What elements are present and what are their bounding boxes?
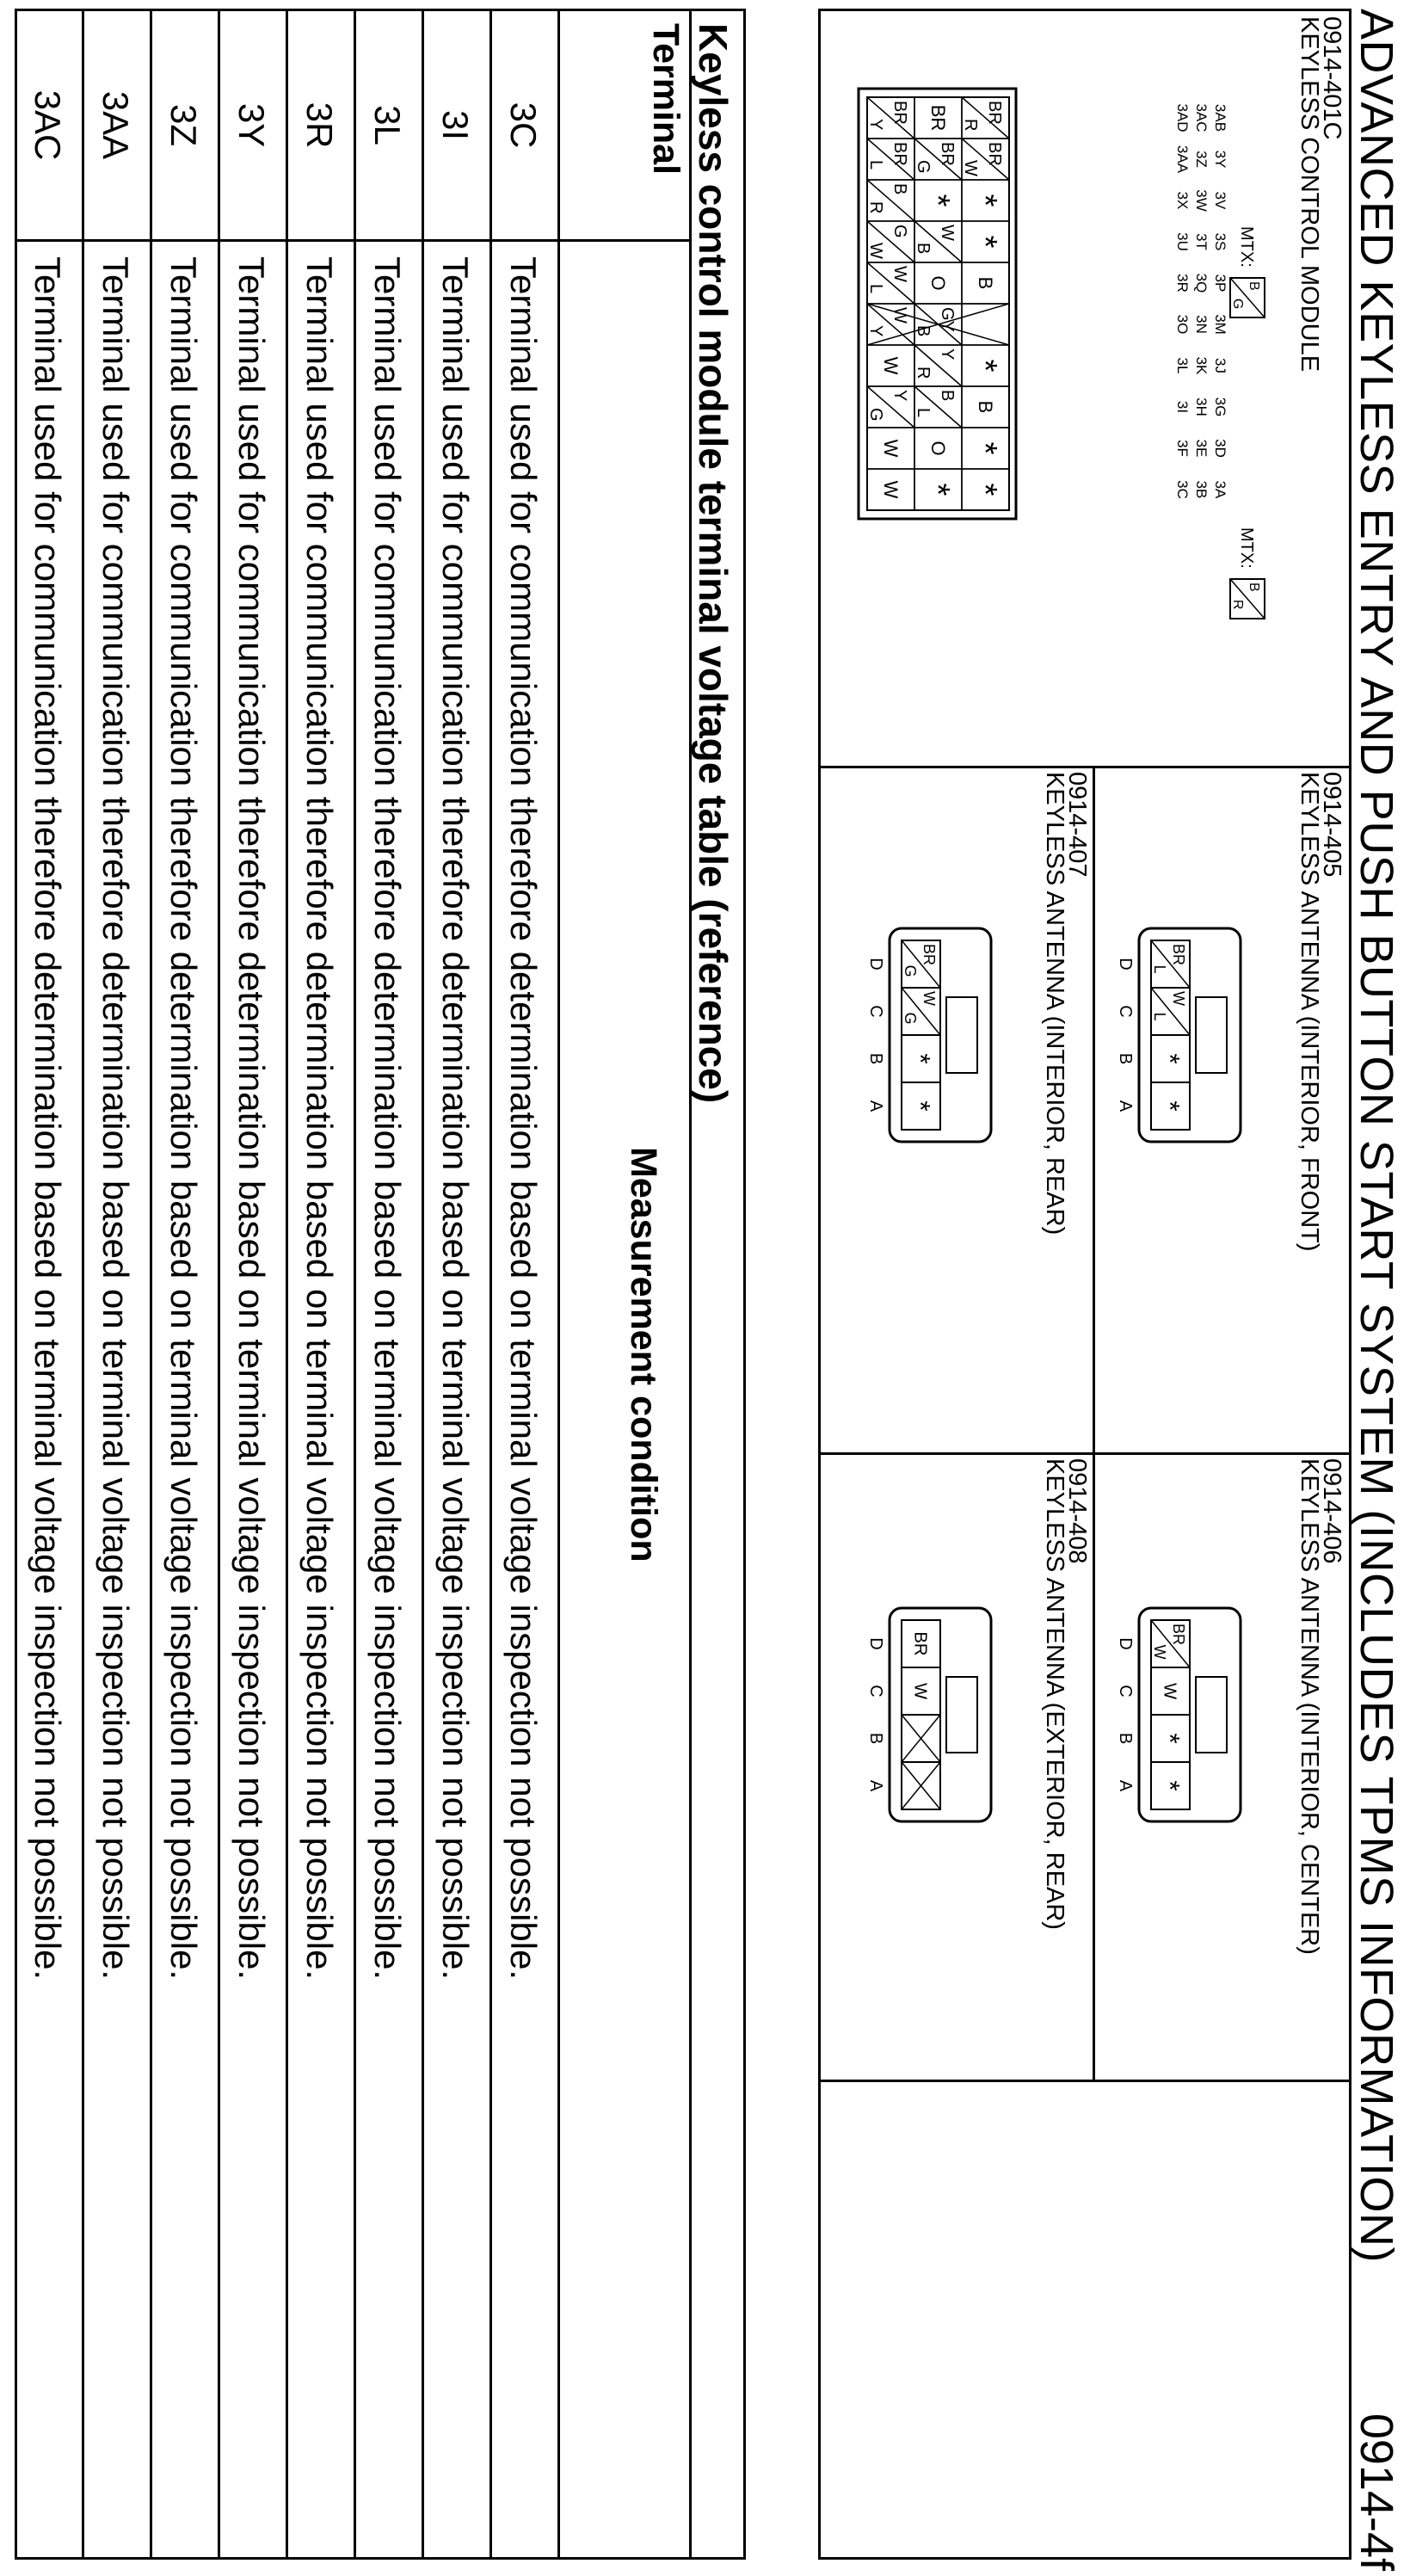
- connector-code: 0914-406: [1318, 1458, 1345, 1564]
- terminal-cell: 3R: [299, 102, 340, 149]
- pin-number: 3M: [1212, 314, 1228, 335]
- pin-cell-color: W: [910, 1682, 930, 1700]
- pin-cell-color: *: [1154, 1100, 1186, 1112]
- mtx-right-color: R: [1230, 599, 1245, 610]
- pin-letter: C: [1116, 1005, 1135, 1018]
- antenna-exterior-rear-connector: [859, 1594, 1005, 1852]
- pin-cell-color: BR: [937, 142, 957, 166]
- pin-number: 3N: [1193, 315, 1210, 334]
- pin-cell-color: *: [966, 441, 1004, 455]
- panel-divider: [821, 1452, 1349, 1455]
- pin-cell-color: GY: [937, 307, 957, 332]
- pin-cell-color: W: [866, 242, 885, 259]
- pin-number: 3Y: [1212, 150, 1228, 169]
- pin-number: 3L: [1174, 357, 1191, 374]
- antenna-front-connector: [1108, 915, 1254, 1173]
- mtx-left-color: B: [1247, 281, 1262, 291]
- pin-cell-color: W: [879, 439, 902, 458]
- pin-letter: A: [866, 1779, 885, 1792]
- connector-code: 0914-407: [1063, 772, 1091, 878]
- table-rule: [689, 11, 692, 2557]
- pin-letter: C: [866, 1005, 885, 1018]
- terminal-cell: 3I: [435, 109, 476, 141]
- table-row: [489, 11, 560, 2557]
- pin-cell-color: BR: [984, 142, 1004, 166]
- pin-cell-color: O: [927, 275, 949, 291]
- pin-cell-color: BR: [984, 101, 1004, 125]
- terminal-cell: 3Z: [163, 103, 204, 146]
- pin-cell-color: G: [890, 225, 909, 238]
- connector-name: KEYLESS ANTENNA (INTERIOR, CENTER): [1296, 1458, 1323, 1955]
- pin-cell-color: R: [961, 118, 980, 132]
- connector-code: 0914-405: [1318, 772, 1345, 878]
- pin-cell-color: BR: [921, 944, 939, 966]
- pin-cell-color: BR: [927, 104, 949, 132]
- pin-number: 3J: [1212, 358, 1228, 373]
- table-row: [286, 11, 356, 2557]
- pin-cell-color: *: [1154, 1733, 1186, 1744]
- mtx-left-color: G: [1230, 298, 1245, 310]
- pin-number: 3T: [1193, 233, 1210, 250]
- terminal-cell: 3AA: [95, 90, 136, 160]
- pin-cell-color: L: [1151, 1012, 1168, 1021]
- panel-divider: [821, 2080, 1349, 2082]
- pin-cell-color: G: [866, 407, 885, 422]
- pin-cell-color: L: [1151, 964, 1168, 974]
- panel-divider: [821, 766, 1349, 768]
- pin-letter: B: [866, 1052, 885, 1065]
- page-number: 0914-4f: [1351, 2413, 1402, 2571]
- pin-letter: A: [1116, 1779, 1135, 1792]
- pin-cell-color: W: [1170, 991, 1188, 1006]
- pin-cell-color: W: [921, 991, 939, 1006]
- connector-panel: [818, 9, 1352, 2560]
- pin-letter: D: [1116, 1637, 1135, 1650]
- panel-divider: [1093, 766, 1095, 2080]
- pin-number: 3G: [1212, 397, 1228, 417]
- pin-cell-color: R: [866, 200, 885, 214]
- pin-cell-color: G: [902, 1012, 919, 1025]
- antenna-center-connector: [1108, 1594, 1254, 1852]
- pin-cell-color: BR: [1170, 1624, 1188, 1646]
- mtx-label: MTX:: [1237, 527, 1256, 569]
- terminal-cell: 3C: [503, 102, 544, 149]
- table-row: [150, 11, 220, 2557]
- pin-cell-color: BR: [890, 101, 909, 125]
- condition-cell: Terminal used for communication therefore determination based on terminal voltage inspection not possible.: [503, 256, 544, 1981]
- pin-number: 3AB: [1212, 103, 1228, 132]
- pin-number: 3H: [1193, 397, 1210, 416]
- pin-cell-color: G: [914, 159, 933, 174]
- pin-number: 3W: [1193, 189, 1210, 212]
- pin-number: 3AD: [1174, 103, 1191, 132]
- pin-cell-color: BR: [1170, 944, 1188, 966]
- condition-cell: Terminal used for communication therefore determination based on terminal voltage inspection not possible.: [163, 256, 204, 1981]
- pin-number: 3O: [1174, 314, 1191, 335]
- pin-letter: C: [1116, 1685, 1135, 1698]
- condition-cell: Terminal used for communication therefore determination based on terminal voltage inspection not possible.: [367, 256, 408, 1981]
- condition-cell: Terminal used for communication therefore determination based on terminal voltage inspection not possible.: [299, 256, 340, 1981]
- pin-number: 3S: [1212, 232, 1228, 251]
- table-row: [14, 11, 84, 2557]
- pin-cell-color: *: [966, 483, 1004, 496]
- pin-cell-color: W: [1151, 1644, 1168, 1660]
- table-row: [82, 11, 152, 2557]
- header-terminal: Terminal: [645, 23, 687, 176]
- pin-cell-color: *: [1154, 1780, 1186, 1791]
- pin-cell-color: Y: [866, 118, 885, 131]
- pin-cavity: [962, 304, 1009, 345]
- condition-cell: Terminal used for communication therefore determination based on terminal voltage inspection not possible.: [95, 256, 136, 1981]
- pin-cell-color: W: [937, 225, 957, 241]
- connector-latch: [946, 1677, 977, 1753]
- connector-name: KEYLESS ANTENNA (EXTERIOR, REAR): [1041, 1458, 1068, 1930]
- terminal-cell: 3AC: [28, 89, 68, 161]
- pin-number: 3P: [1212, 274, 1228, 293]
- pin-number: 3K: [1193, 356, 1210, 375]
- connector-name: KEYLESS ANTENNA (INTERIOR, REAR): [1041, 772, 1068, 1236]
- pin-number: 3Z: [1193, 151, 1210, 168]
- pin-letter: D: [866, 1637, 885, 1650]
- connector-latch: [1196, 997, 1227, 1073]
- pin-cell-color: B: [914, 324, 933, 337]
- table-row: [354, 11, 424, 2557]
- pin-cell-color: B: [974, 276, 996, 290]
- pin-number: 3AC: [1193, 103, 1210, 132]
- pin-cell-color: G: [902, 964, 919, 977]
- pin-number: 3E: [1193, 439, 1210, 458]
- connector-latch: [946, 997, 977, 1073]
- table-title: Keyless control module terminal voltage table (reference): [691, 23, 736, 1104]
- table-row: [422, 11, 492, 2557]
- pin-number: 3I: [1174, 400, 1191, 414]
- antenna-interior-rear-connector: [859, 915, 1005, 1173]
- condition-cell: Terminal used for communication therefore determination based on terminal voltage inspection not possible.: [231, 256, 272, 1981]
- terminal-cell: 3Y: [231, 102, 272, 148]
- connector-name: KEYLESS CONTROL MODULE: [1296, 16, 1323, 373]
- pin-cell-color: L: [866, 159, 885, 170]
- pin-cell-color: *: [919, 483, 957, 496]
- pin-letter: D: [866, 958, 885, 971]
- pin-cell-color: *: [966, 194, 1004, 207]
- connector-code: 0914-401C: [1318, 16, 1345, 140]
- pin-cell-color: *: [966, 235, 1004, 249]
- condition-cell: Terminal used for communication therefore determination based on terminal voltage inspection not possible.: [435, 256, 476, 1981]
- pin-number: 3R: [1174, 274, 1191, 293]
- pin-cell-color: B: [890, 183, 909, 195]
- pin-cell-color: BR: [910, 1631, 930, 1656]
- pin-letter: A: [1116, 1100, 1135, 1112]
- pin-letter: B: [866, 1732, 885, 1745]
- document-title: ADVANCED KEYLESS ENTRY AND PUSH BUTTON START SYSTEM (INCLUDES TPMS INFORMATION): [1351, 9, 1402, 2263]
- pin-letter: B: [1116, 1052, 1135, 1065]
- header-measurement-condition: Measurement condition: [623, 1147, 664, 1562]
- pin-number: 3F: [1174, 440, 1191, 457]
- condition-cell: Terminal used for communication therefore determination based on terminal voltage inspection not possible.: [28, 256, 68, 1981]
- pin-number: 3B: [1193, 480, 1210, 499]
- pin-number: 3AA: [1174, 145, 1191, 174]
- pin-cell-color: W: [961, 159, 980, 176]
- pin-number: 3Q: [1193, 273, 1210, 293]
- connector-code: 0914-408: [1063, 1458, 1091, 1564]
- pin-cell-color: Y: [937, 348, 957, 361]
- table-row: [218, 11, 288, 2557]
- pin-cell-color: BR: [890, 142, 909, 166]
- pin-cell-color: *: [919, 194, 957, 207]
- pin-cell-color: *: [966, 359, 1004, 373]
- pin-cell-color: O: [927, 441, 949, 456]
- pin-cell-color: *: [1154, 1053, 1186, 1064]
- pin-cell-color: Y: [890, 390, 909, 402]
- pin-letter: D: [1116, 958, 1135, 971]
- pin-number: 3V: [1212, 191, 1228, 210]
- mtx-label: MTX:: [1237, 226, 1256, 268]
- pin-cell-color: W: [1160, 1682, 1179, 1700]
- pin-letter: C: [866, 1685, 885, 1698]
- mtx-right-color: B: [1247, 582, 1262, 592]
- connector-latch: [1196, 1677, 1227, 1753]
- pin-cell-color: L: [914, 407, 933, 418]
- pin-cell-color: W: [879, 480, 902, 499]
- pin-cell-color: B: [937, 390, 957, 402]
- terminal-cell: 3L: [367, 105, 408, 145]
- pin-number: 3D: [1212, 439, 1228, 458]
- pin-cell-color: W: [890, 266, 909, 282]
- pin-cell-color: B: [914, 242, 933, 255]
- pin-number: 3A: [1212, 480, 1228, 499]
- pin-cell-color: Y: [866, 324, 885, 337]
- pin-number: 3C: [1174, 480, 1191, 499]
- pin-cell-color: B: [974, 400, 996, 414]
- terminal-voltage-table: [15, 9, 746, 2560]
- pin-number: 3X: [1174, 191, 1191, 210]
- pin-cell-color: *: [905, 1100, 937, 1112]
- keyless-control-module-connector: [821, 11, 1349, 766]
- pin-letter: B: [1116, 1732, 1135, 1745]
- pin-cell-color: L: [866, 283, 885, 294]
- pin-cell-color: *: [905, 1053, 937, 1064]
- connector-name: KEYLESS ANTENNA (INTERIOR, FRONT): [1296, 772, 1323, 1252]
- pin-cell-color: W: [879, 356, 902, 375]
- pin-cell-color: W: [890, 307, 909, 324]
- pin-letter: A: [866, 1100, 885, 1112]
- pin-number: 3U: [1174, 232, 1191, 251]
- pin-cell-color: R: [914, 366, 933, 379]
